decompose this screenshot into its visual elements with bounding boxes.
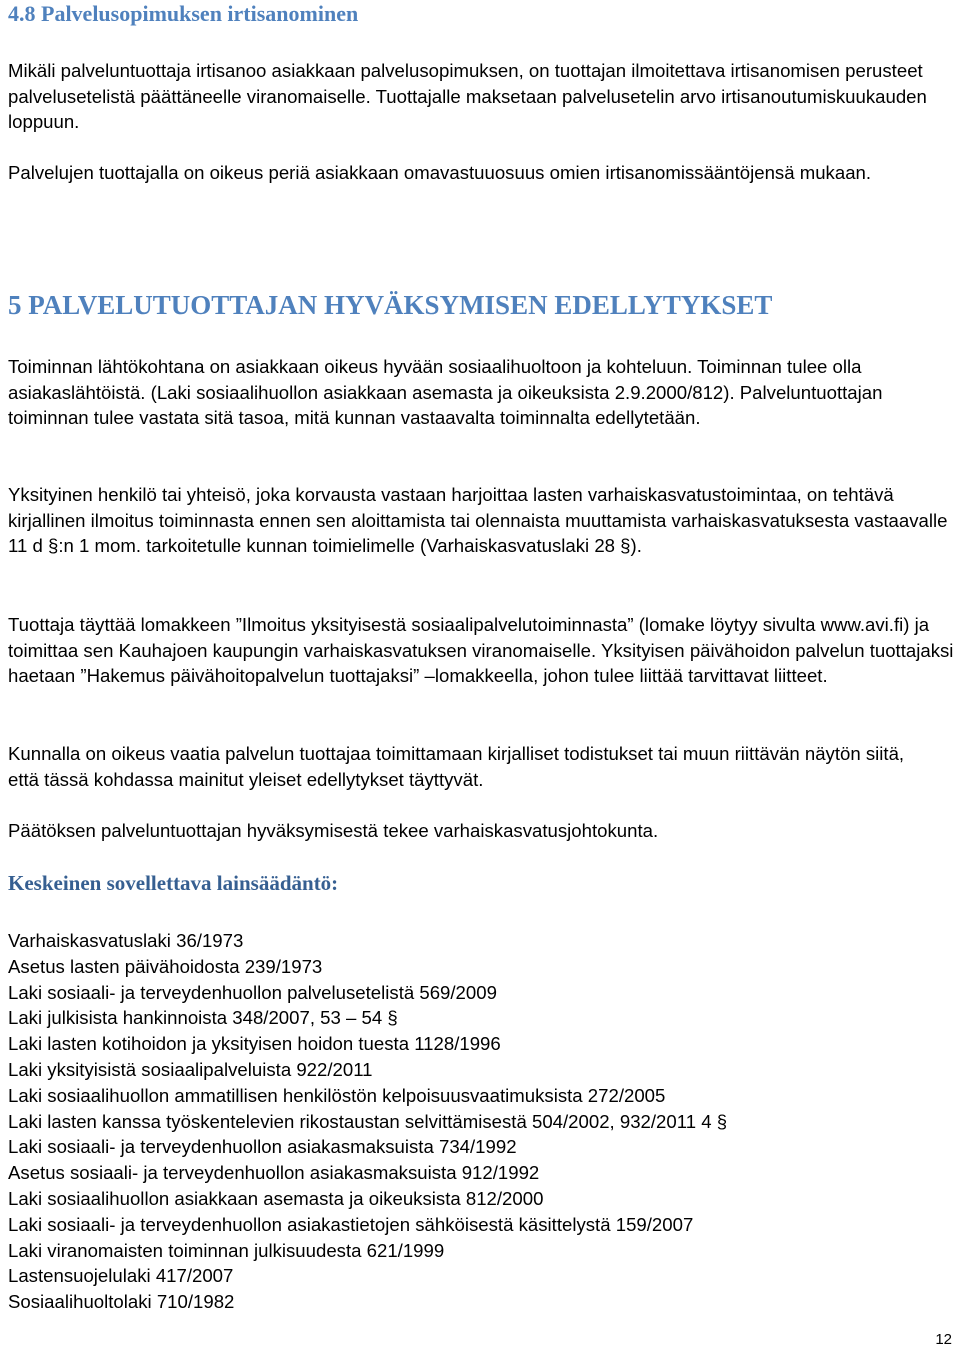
legislation-item: Laki sosiaali- ja terveydenhuollon asiakastietojen sähköisestä käsittelystä 159/2007 [8, 1213, 694, 1235]
section-4-8-heading: 4.8 Palvelusopimuksen irtisanominen [8, 1, 359, 26]
section-5-paragraph-5: Päätöksen palveluntuottajan hyväksymisestä tekee varhaiskasvatusjohtokunta. [8, 820, 659, 841]
section-5-paragraph-1: Toiminnan lähtökohtana on asiakkaan oikeus hyvään sosiaalihuoltoon ja kohteluun. Toiminnan tulee olla asiakaslähtöistä. (Laki sosiaalihuollon asiakkaan asemasta ja oikeuksista 2.9.2000/812). Palveluntuottajan toiminnan tulee vastata sitä tasoa, mitä kunnan vastaavalta toiminnalta edellytetään. [8, 356, 883, 429]
legislation-item: Laki sosiaali- ja terveydenhuollon asiakasmaksuista 734/1992 [8, 1136, 517, 1158]
section-5-paragraph-4: Kunnalla on oikeus vaatia palvelun tuottajaa toimittamaan kirjalliset todistukset tai muun riittävän näytön siitä, että tässä kohdassa mainitut yleiset edellytykset täyttyvät. [8, 743, 905, 790]
section-5-paragraph-2: Yksityinen henkilö tai yhteisö, joka korvausta vastaan harjoittaa lasten varhaiskasvatustoimintaa, on tehtävä kirjallinen ilmoitus toiminnasta ennen sen aloittamista tai olennaista muuttamista varhaiskasvatuksesta vastaavalle 11 d §:n 1 mom. tarkoitetulle kunnan toimielimelle (Varhaiskasvatuslaki 28 §). [8, 484, 948, 557]
legislation-item: Laki viranomaisten toiminnan julkisuudesta 621/1999 [8, 1239, 445, 1261]
legislation-item: Laki lasten kotihoidon ja yksityisen hoidon tuesta 1128/1996 [8, 1033, 501, 1055]
section-4-8-paragraph-2: Palvelujen tuottajalla on oikeus periä asiakkaan omavastuuosuus omien irtisanomissääntöjensä mukaan. [8, 162, 872, 183]
section-5-heading: 5 PALVELUTUOTTAJAN HYVÄKSYMISEN EDELLYTYKSET [8, 290, 773, 320]
legislation-item: Laki sosiaalihuollon asiakkaan asemasta ja oikeuksista 812/2000 [8, 1187, 544, 1209]
legislation-item: Asetus lasten päivähoidosta 239/1973 [8, 955, 323, 977]
legislation-item: Laki yksityisistä sosiaalipalveluista 922/2011 [8, 1058, 373, 1080]
legislation-item: Asetus sosiaali- ja terveydenhuollon asiakasmaksuista 912/1992 [8, 1162, 540, 1184]
legislation-item: Laki julkisista hankinnoista 348/2007, 53 – 54 § [8, 1007, 398, 1029]
section-5-paragraph-3: Tuottaja täyttää lomakkeen ”Ilmoitus yksityisestä sosiaalipalvelutoiminnasta” (lomake löytyy sivulta www.avi.fi) ja toimittaa sen Kauhajoen kaupungin varhaiskasvatuksen viranomaiselle. Yksityisen päivähoidon palvelun tuottajaksi haetaan ”Hakemus päivähoitopalvelun tuottajaksi” –lomakkeella, johon tulee liittää tarvittavat liitteet. [8, 614, 954, 687]
legislation-item: Varhaiskasvatuslaki 36/1973 [8, 930, 244, 951]
legislation-item: Laki sosiaali- ja terveydenhuollon palvelusetelistä 569/2009 [8, 981, 497, 1003]
legislation-item: Lastensuojelulaki 417/2007 [8, 1265, 234, 1287]
section-4-8-paragraph-1: Mikäli palveluntuottaja irtisanoo asiakkaan palvelusopimuksen, on tuottajan ilmoitettava irtisanomisen perusteet palvelusetelistä päättäneelle viranomaiselle. Tuottajalle maksetaan palvelusetelin arvo irtisanoutumiskuukauden loppuun. [8, 60, 927, 133]
legislation-heading: Keskeinen sovellettava lainsäädäntö: [8, 871, 339, 895]
legislation-item: Laki sosiaalihuollon ammatillisen henkilöstön kelpoisuusvaatimuksista 272/2005 [8, 1084, 666, 1106]
legislation-item: Sosiaalihuoltolaki 710/1982 [8, 1291, 235, 1313]
legislation-list [8, 928, 954, 1315]
page-number: 12 [935, 1331, 952, 1348]
legislation-item: Laki lasten kanssa työskentelevien rikostaustan selvittämisestä 504/2002, 932/2011 4 § [8, 1110, 728, 1132]
